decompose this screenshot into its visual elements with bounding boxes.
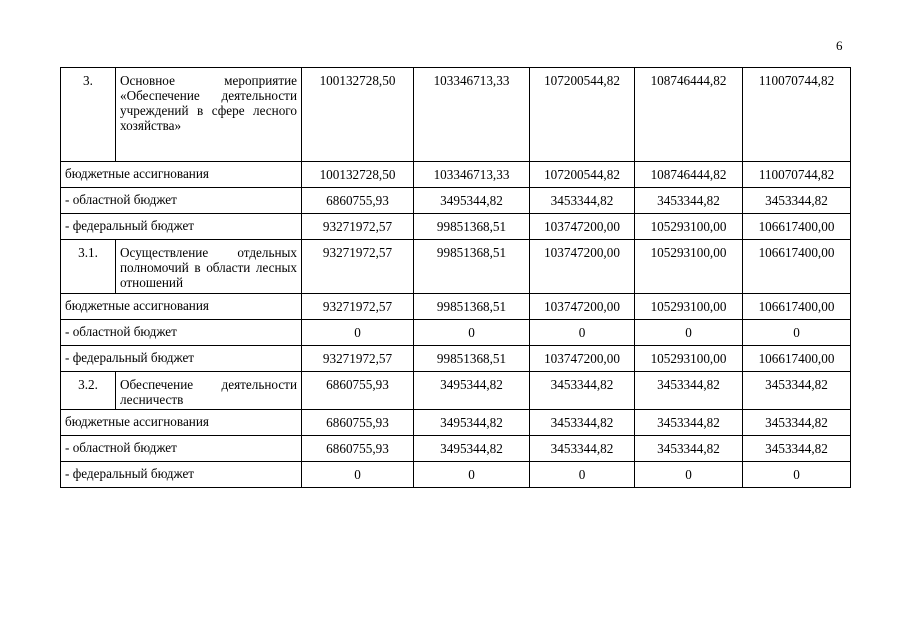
table-row-3 — [61, 68, 851, 162]
value-cell: 93271972,57 — [302, 346, 414, 372]
value-cell: 0 — [530, 462, 635, 488]
item-name: Обеспечение деятельности лесничеств — [116, 372, 302, 410]
value-cell: 0 — [743, 462, 851, 488]
row-label: - федеральный бюджет — [61, 462, 302, 488]
value-cell: 0 — [635, 320, 743, 346]
table-row — [61, 410, 851, 436]
value-cell: 103747200,00 — [530, 240, 635, 294]
value-cell: 6860755,93 — [302, 188, 414, 214]
value-cell: 3453344,82 — [530, 410, 635, 436]
row-label: - областной бюджет — [61, 188, 302, 214]
item-code: 3.1. — [61, 240, 116, 294]
value-cell: 105293100,00 — [635, 294, 743, 320]
value-cell: 107200544,82 — [530, 68, 635, 162]
value-cell: 0 — [414, 320, 530, 346]
value-cell: 103346713,33 — [414, 162, 530, 188]
value-cell: 110070744,82 — [743, 68, 851, 162]
value-cell: 3453344,82 — [743, 436, 851, 462]
item-code: 3.2. — [61, 372, 116, 410]
value-cell: 103747200,00 — [530, 346, 635, 372]
value-cell: 3495344,82 — [414, 436, 530, 462]
value-cell: 106617400,00 — [743, 294, 851, 320]
value-cell: 107200544,82 — [530, 162, 635, 188]
item-name: Основное мероприятие «Обеспечение деятельности учреждений в сфере лесного хозяйства» — [116, 68, 302, 162]
value-cell: 99851368,51 — [414, 294, 530, 320]
table-row — [61, 294, 851, 320]
value-cell: 99851368,51 — [414, 346, 530, 372]
value-cell: 103346713,33 — [414, 68, 530, 162]
item-code: 3. — [61, 68, 116, 162]
value-cell: 3453344,82 — [635, 372, 743, 410]
table-row-3-2 — [61, 372, 851, 410]
value-cell: 6860755,93 — [302, 372, 414, 410]
table-row — [61, 462, 851, 488]
table-row — [61, 214, 851, 240]
value-cell: 6860755,93 — [302, 410, 414, 436]
value-cell: 0 — [635, 462, 743, 488]
value-cell: 0 — [302, 462, 414, 488]
value-cell: 103747200,00 — [530, 294, 635, 320]
row-label: - областной бюджет — [61, 436, 302, 462]
row-label: бюджетные ассигнования — [61, 410, 302, 436]
row-label: - областной бюджет — [61, 320, 302, 346]
value-cell: 3495344,82 — [414, 372, 530, 410]
value-cell: 93271972,57 — [302, 214, 414, 240]
table-row — [61, 188, 851, 214]
value-cell: 0 — [743, 320, 851, 346]
value-cell: 3453344,82 — [635, 410, 743, 436]
value-cell: 99851368,51 — [414, 240, 530, 294]
value-cell: 105293100,00 — [635, 346, 743, 372]
value-cell: 3495344,82 — [414, 410, 530, 436]
row-label: - федеральный бюджет — [61, 346, 302, 372]
value-cell: 106617400,00 — [743, 214, 851, 240]
budget-table-body — [61, 68, 851, 488]
value-cell: 0 — [530, 320, 635, 346]
table-row — [61, 436, 851, 462]
value-cell: 100132728,50 — [302, 162, 414, 188]
value-cell: 3453344,82 — [635, 436, 743, 462]
table-row — [61, 162, 851, 188]
value-cell: 93271972,57 — [302, 294, 414, 320]
value-cell: 3453344,82 — [743, 372, 851, 410]
value-cell: 3453344,82 — [743, 188, 851, 214]
value-cell: 110070744,82 — [743, 162, 851, 188]
value-cell: 105293100,00 — [635, 240, 743, 294]
value-cell: 100132728,50 — [302, 68, 414, 162]
page-number: 6 — [836, 38, 843, 53]
value-cell: 3453344,82 — [530, 436, 635, 462]
value-cell: 3453344,82 — [635, 188, 743, 214]
value-cell: 106617400,00 — [743, 240, 851, 294]
row-label: бюджетные ассигнования — [61, 294, 302, 320]
value-cell: 103747200,00 — [530, 214, 635, 240]
value-cell: 0 — [414, 462, 530, 488]
value-cell: 6860755,93 — [302, 436, 414, 462]
item-name: Осуществление отдельных полномочий в области лесных отношений — [116, 240, 302, 294]
table-row-3-1 — [61, 240, 851, 294]
row-label: бюджетные ассигнования — [61, 162, 302, 188]
value-cell: 99851368,51 — [414, 214, 530, 240]
budget-table — [60, 67, 851, 488]
value-cell: 105293100,00 — [635, 214, 743, 240]
value-cell: 3453344,82 — [530, 188, 635, 214]
value-cell: 108746444,82 — [635, 162, 743, 188]
value-cell: 3495344,82 — [414, 188, 530, 214]
value-cell: 108746444,82 — [635, 68, 743, 162]
value-cell: 3453344,82 — [530, 372, 635, 410]
value-cell: 93271972,57 — [302, 240, 414, 294]
value-cell: 106617400,00 — [743, 346, 851, 372]
table-row — [61, 346, 851, 372]
row-label: - федеральный бюджет — [61, 214, 302, 240]
table-row — [61, 320, 851, 346]
value-cell: 0 — [302, 320, 414, 346]
value-cell: 3453344,82 — [743, 410, 851, 436]
